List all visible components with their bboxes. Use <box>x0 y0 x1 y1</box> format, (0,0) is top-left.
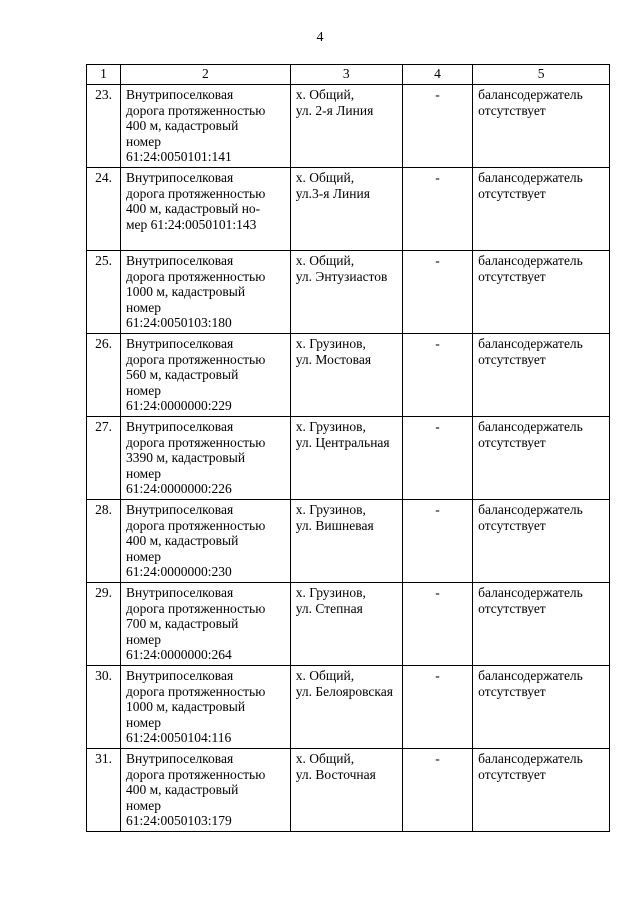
holder-line: отсутствует <box>478 600 546 616</box>
description-line: 61:24:0050104:116 <box>125 730 232 745</box>
address-line: ул. 2-я Линия <box>295 102 374 118</box>
row-number-cell: 23. <box>87 85 121 168</box>
holder-line: отсутствует <box>478 434 546 450</box>
holder-line: отсутствует <box>478 102 546 118</box>
description-line: Внутрипоселковая <box>125 419 234 434</box>
address-line: ул. Вишневая <box>295 517 374 533</box>
object-description-cell <box>120 168 290 251</box>
description-line: 700 м, кадастровый <box>125 616 239 631</box>
holder-line: отсутствует <box>478 268 546 284</box>
description-line: 1000 м, кадастровый <box>125 699 246 714</box>
address-cell <box>290 666 402 749</box>
object-description-cell <box>120 417 290 500</box>
table-row <box>87 417 610 500</box>
holder-cell <box>473 168 610 251</box>
row-number-cell: 26. <box>87 334 121 417</box>
description-line: дорога протяженностью <box>125 351 266 367</box>
description-line: дорога протяженностью <box>125 766 266 782</box>
description-line: 61:24:0000000:230 <box>125 564 232 579</box>
table-row <box>87 85 610 168</box>
address-cell <box>290 85 402 168</box>
description-line: номер <box>125 714 161 730</box>
holder-cell <box>473 251 610 334</box>
column-4-cell: - <box>402 334 472 417</box>
description-line: дорога протяженностью <box>125 102 266 118</box>
column-header: 4 <box>402 65 472 85</box>
holder-line: балансодержатель <box>478 668 583 683</box>
column-4-cell: - <box>402 417 472 500</box>
column-4-cell: - <box>402 500 472 583</box>
object-description-cell <box>120 85 290 168</box>
description-line: 1000 м, кадастровый <box>125 284 246 299</box>
description-line: Внутрипоселковая <box>125 585 234 600</box>
object-description-cell <box>120 251 290 334</box>
object-description-cell <box>120 749 290 832</box>
description-line: Внутрипоселковая <box>125 87 234 102</box>
address-line: х. Общий, <box>295 87 355 102</box>
address-line: ул. Степная <box>295 600 363 616</box>
holder-line: отсутствует <box>478 185 546 201</box>
row-number-cell: 28. <box>87 500 121 583</box>
table-row <box>87 334 610 417</box>
row-number-cell: 25. <box>87 251 121 334</box>
table-body <box>87 65 610 832</box>
table-row <box>87 500 610 583</box>
address-cell <box>290 583 402 666</box>
holder-cell <box>473 334 610 417</box>
holder-line: отсутствует <box>478 351 546 367</box>
description-line: 61:24:0000000:229 <box>125 398 232 413</box>
description-line: дорога протяженностью <box>125 683 266 699</box>
description-line: Внутрипоселковая <box>125 751 234 766</box>
address-line: х. Грузинов, <box>295 336 366 351</box>
holder-line: балансодержатель <box>478 253 583 268</box>
address-line: х. Общий, <box>295 668 355 683</box>
address-line: ул. Белояровская <box>295 683 393 699</box>
address-line: ул.3-я Линия <box>295 185 370 201</box>
column-header: 1 <box>87 65 121 85</box>
holder-cell <box>473 500 610 583</box>
holder-line: балансодержатель <box>478 502 583 517</box>
description-line: дорога протяженностью <box>125 600 266 616</box>
roads-registry-table <box>86 64 610 832</box>
address-line: х. Общий, <box>295 170 355 185</box>
address-cell <box>290 168 402 251</box>
page-number: 4 <box>316 30 324 45</box>
holder-line: отсутствует <box>478 683 546 699</box>
address-line: х. Грузинов, <box>295 502 366 517</box>
description-line: дорога протяженностью <box>125 268 266 284</box>
holder-line: балансодержатель <box>478 419 583 434</box>
column-4-cell: - <box>402 85 472 168</box>
row-number-cell: 27. <box>87 417 121 500</box>
column-header: 3 <box>290 65 402 85</box>
table-row <box>87 749 610 832</box>
description-line: Внутрипоселковая <box>125 170 234 185</box>
column-4-cell: - <box>402 749 472 832</box>
holder-cell <box>473 666 610 749</box>
table-row <box>87 251 610 334</box>
description-line: номер <box>125 465 161 481</box>
description-line: 61:24:0000000:264 <box>125 647 232 662</box>
description-line: 3390 м, кадастровый <box>125 450 246 465</box>
description-line: дорога протяженностью <box>125 517 266 533</box>
holder-line: отсутствует <box>478 766 546 782</box>
description-line: 61:24:0050103:180 <box>125 315 232 330</box>
address-cell <box>290 749 402 832</box>
object-description-cell <box>120 583 290 666</box>
object-description-cell <box>120 500 290 583</box>
description-line: 400 м, кадастровый <box>125 533 239 548</box>
holder-line: балансодержатель <box>478 585 583 600</box>
address-line: х. Общий, <box>295 751 355 766</box>
column-header: 5 <box>473 65 610 85</box>
description-line: номер <box>125 548 161 564</box>
address-line: ул. Центральная <box>295 434 390 450</box>
holder-cell <box>473 417 610 500</box>
description-line: номер <box>125 382 161 398</box>
address-cell <box>290 417 402 500</box>
table-row <box>87 168 610 251</box>
address-line: ул. Восточная <box>295 766 376 782</box>
column-4-cell: - <box>402 666 472 749</box>
description-line: номер <box>125 797 161 813</box>
object-description-cell <box>120 666 290 749</box>
description-line: 400 м, кадастровый <box>125 118 239 133</box>
row-number-cell: 31. <box>87 749 121 832</box>
holder-cell <box>473 85 610 168</box>
row-number-cell: 29. <box>87 583 121 666</box>
table-row <box>87 583 610 666</box>
holder-line: балансодержатель <box>478 87 583 102</box>
address-line: х. Общий, <box>295 253 355 268</box>
holder-cell <box>473 583 610 666</box>
address-line: ул. Энтузиастов <box>295 268 388 284</box>
column-4-cell: - <box>402 251 472 334</box>
description-line: номер <box>125 631 161 647</box>
description-line: 61:24:0050103:179 <box>125 813 232 828</box>
holder-cell <box>473 749 610 832</box>
description-line: 61:24:0000000:226 <box>125 481 232 496</box>
holder-line: балансодержатель <box>478 336 583 351</box>
holder-line: балансодержатель <box>478 170 583 185</box>
description-line: 400 м, кадастровый но- <box>125 201 261 216</box>
description-line: номер <box>125 299 161 315</box>
column-4-cell: - <box>402 583 472 666</box>
object-description-cell <box>120 334 290 417</box>
description-line: 400 м, кадастровый <box>125 782 239 797</box>
description-line: 560 м, кадастровый <box>125 367 239 382</box>
column-4-cell: - <box>402 168 472 251</box>
address-cell <box>290 251 402 334</box>
description-line: Внутрипоселковая <box>125 253 234 268</box>
row-number-cell: 30. <box>87 666 121 749</box>
row-number-cell: 24. <box>87 168 121 251</box>
description-line: Внутрипоселковая <box>125 336 234 351</box>
table-row <box>87 666 610 749</box>
description-line: дорога протяженностью <box>125 434 266 450</box>
table-header-row <box>87 65 610 85</box>
description-line: мер 61:24:0050101:143 <box>125 216 257 232</box>
address-cell <box>290 334 402 417</box>
holder-line: отсутствует <box>478 517 546 533</box>
description-line: Внутрипоселковая <box>125 502 234 517</box>
address-line: х. Грузинов, <box>295 585 366 600</box>
address-line: ул. Мостовая <box>295 351 372 367</box>
holder-line: балансодержатель <box>478 751 583 766</box>
address-line: х. Грузинов, <box>295 419 366 434</box>
address-cell <box>290 500 402 583</box>
description-line: номер <box>125 133 161 149</box>
description-line: 61:24:0050101:141 <box>125 149 232 164</box>
column-header: 2 <box>120 65 290 85</box>
description-line: дорога протяженностью <box>125 185 266 201</box>
description-line: Внутрипоселковая <box>125 668 234 683</box>
